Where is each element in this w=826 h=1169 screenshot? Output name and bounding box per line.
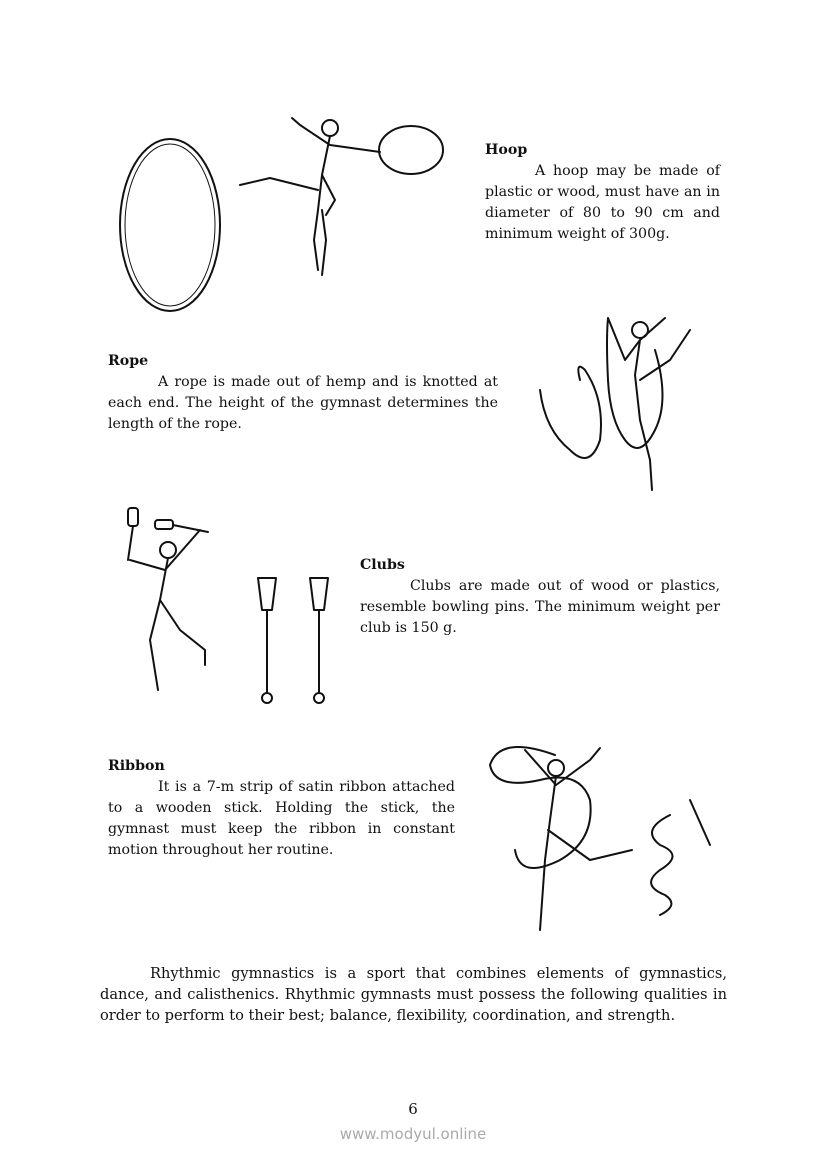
ribbon-section	[108, 756, 455, 861]
paragraph-text: Rhythmic gymnastics is a sport that combines elements of gymnastics, dance, and calisthenics. Rhythmic gymnasts must possess the following qualities in order to perform to their best; balance, flexibility, coordination, and strength.	[100, 965, 727, 1024]
hoop-text: A hoop may be made of plastic or wood, must have an in diameter of 80 to 90 cm and minimum weight of 300g.	[485, 163, 720, 242]
rope-title: Rope	[108, 353, 149, 369]
ribbon-text: It is a 7-m strip of satin ribbon attached to a wooden stick. Holding the stick, the gymnast must keep the ribbon in constant motion throughout her routine.	[108, 779, 455, 858]
clubs-text: Clubs are made out of wood or plastics, resemble bowling pins. The minimum weight per club is 150 g.	[360, 578, 720, 636]
clubs-title: Clubs	[360, 557, 405, 573]
page-number: 6	[408, 1100, 418, 1118]
clubs-section	[360, 555, 720, 639]
rope-text: A rope is made out of hemp and is knotted at each end. The height of the gymnast determines the length of the rope.	[108, 374, 498, 432]
rope-section	[108, 351, 498, 435]
ribbon-title: Ribbon	[108, 758, 165, 774]
intro-paragraph	[100, 963, 727, 1026]
watermark: www.modyul.online	[339, 1125, 487, 1143]
hoop-title: Hoop	[485, 142, 528, 158]
hoop-section	[485, 140, 720, 245]
ribbon-illustration	[0, 0, 1, 1]
